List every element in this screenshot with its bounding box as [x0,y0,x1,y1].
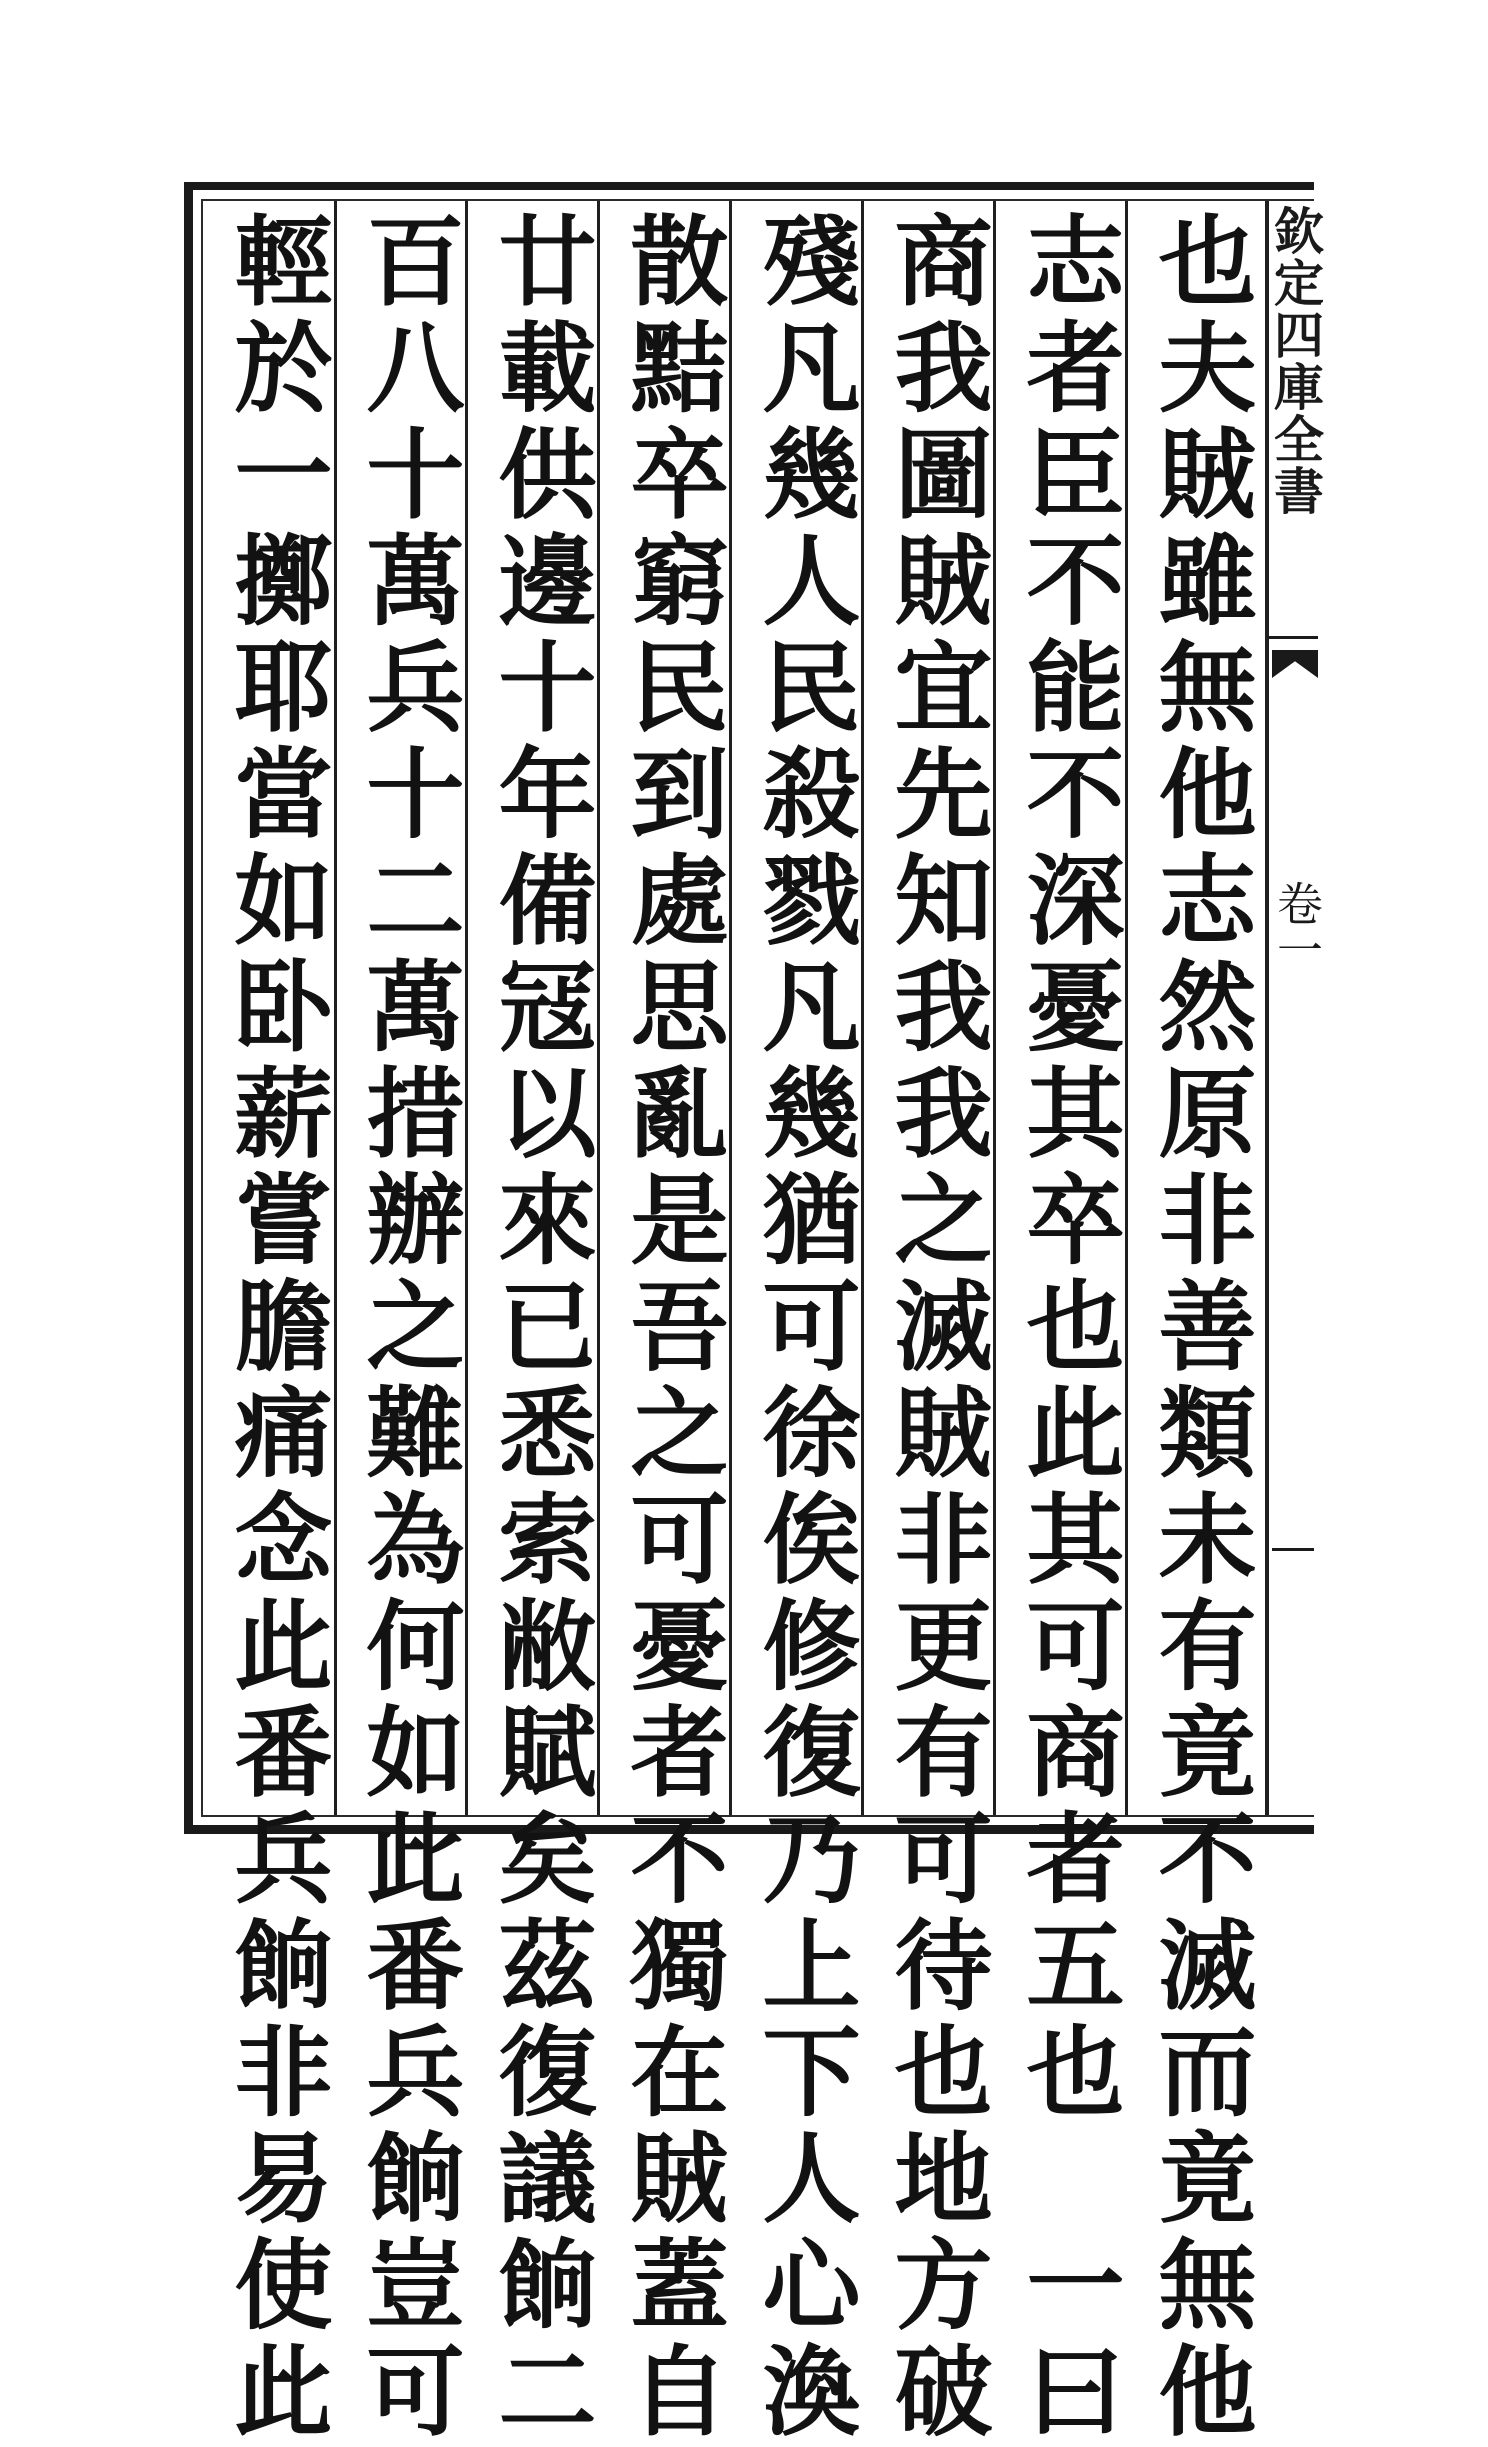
text-column-7: 百八十萬兵十二萬措辦之難為何如此番兵餉豈可 [350,210,465,2447]
text-column-6: 廿載供邊十年備冦以來已悉索敝賦矣茲復議餉二 [482,210,597,2447]
text-column-8: 輕於一擲耶當如卧薪嘗膽痛念此番兵餉非易使此 [218,210,333,2447]
text-column-1: 也夫賊雖無他志然原非善類未有竟不滅而竟無他 [1142,210,1257,2447]
text-column-5: 散黠卒窮民到處思亂是吾之可憂者不獨在賊蓋自 [614,210,729,2447]
text-column-2: 志者臣不能不深憂其卒也此其可商者五也 一曰 [1010,210,1125,2447]
text-column-4: 殘凡幾人民殺戮凡幾猶可徐俟修復乃上下人心渙 [746,210,861,2447]
column-rule [334,201,337,1815]
book-title: 欽定四庫全書 [1266,205,1325,517]
volume-label: 卷一 [1270,880,1324,972]
gutter-divider [1272,1548,1314,1551]
gutter-divider [1268,636,1318,639]
text-column-3: 商我圖賊宜先知我我之滅賊非更有可待也地方破 [878,210,993,2447]
